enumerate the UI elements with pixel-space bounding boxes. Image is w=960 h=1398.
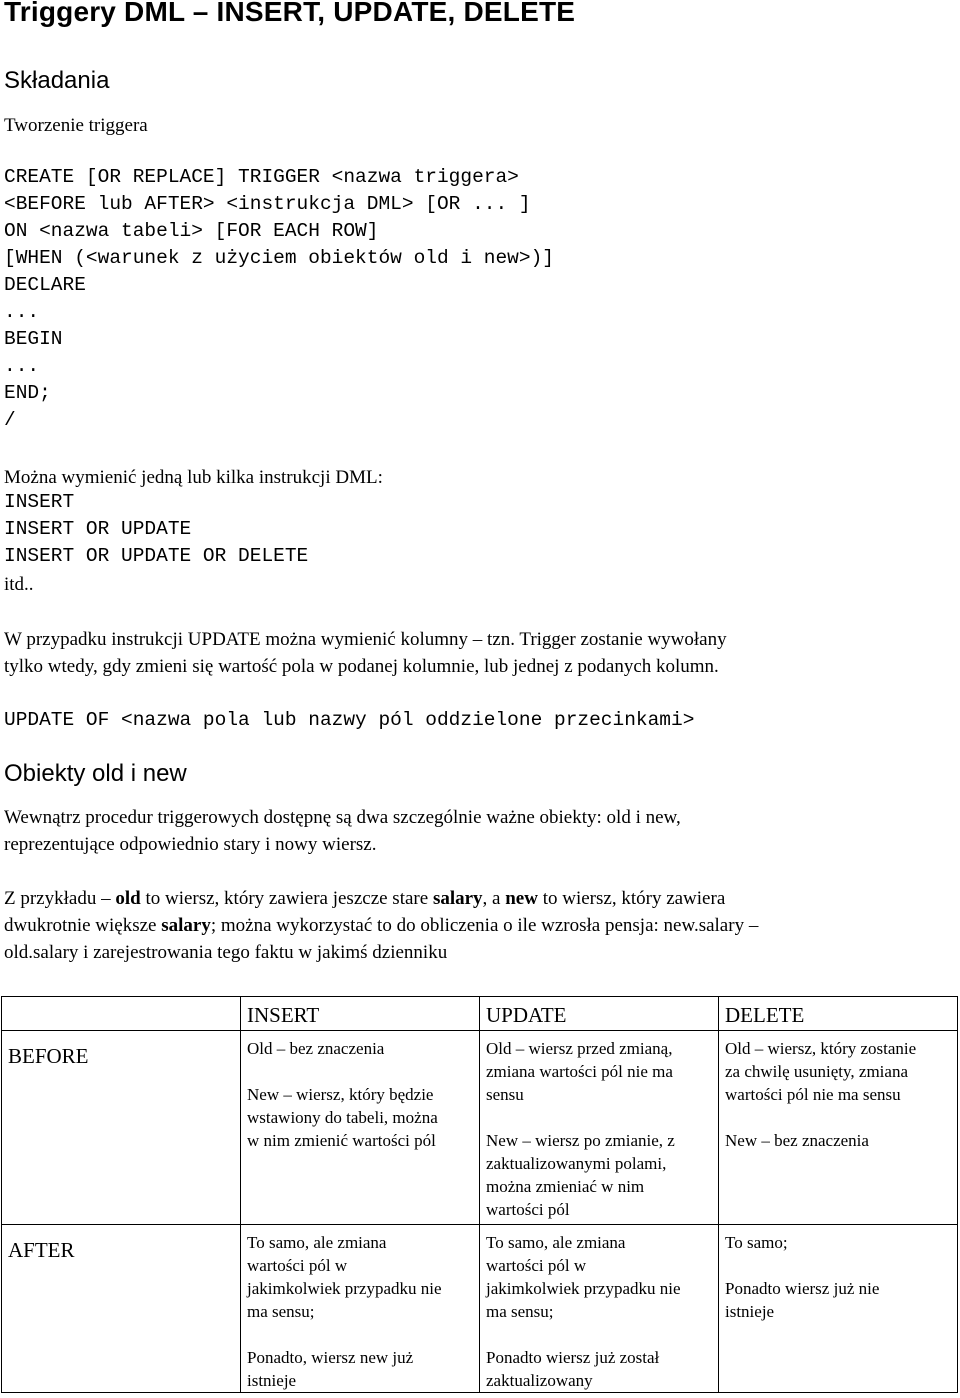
table-cell bbox=[241, 1225, 480, 1393]
code-line: END; bbox=[4, 382, 51, 404]
table-header-cell: INSERT bbox=[241, 997, 480, 1031]
cell-line: Old – wiersz, który zostanie bbox=[725, 1039, 917, 1058]
table-row bbox=[2, 1031, 958, 1225]
row-label: AFTER bbox=[2, 1225, 241, 1393]
cell-line: jakimkolwiek przypadku nie bbox=[486, 1279, 681, 1298]
cell-line: można zmieniać w nim bbox=[486, 1177, 645, 1196]
dml-option: INSERT OR UPDATE OR DELETE bbox=[4, 545, 309, 567]
cell-line: w nim zmienić wartości pól bbox=[247, 1131, 436, 1150]
text-run: ; można wykorzystać to do obliczenia o ile wzrosła pensja: new.salary – bbox=[210, 915, 759, 936]
cell-line: Ponadto wiersz już nie bbox=[725, 1279, 880, 1298]
example-para-line: old.salary i zarejestrowania tego faktu w jakimś dzienniku bbox=[4, 942, 448, 963]
text-run: Z przykładu – bbox=[4, 888, 116, 909]
table-cell bbox=[480, 1225, 719, 1393]
table-cell bbox=[719, 1225, 958, 1393]
update-of-syntax: UPDATE OF <nazwa pola lub nazwy pól oddzielone przecinkami> bbox=[4, 709, 695, 731]
cell-line: New – bez znaczenia bbox=[725, 1131, 869, 1150]
cell-line: istnieje bbox=[725, 1302, 775, 1321]
cell-line: wartości pól bbox=[486, 1200, 570, 1219]
cell-line: sensu bbox=[486, 1085, 524, 1104]
dml-option: INSERT bbox=[4, 491, 75, 513]
bold-old: old bbox=[115, 888, 141, 909]
cell-line: To samo; bbox=[725, 1233, 788, 1252]
dml-intro: Można wymienić jedną lub kilka instrukcji DML: bbox=[4, 467, 383, 488]
cell-line: ma sensu; bbox=[486, 1302, 554, 1321]
table-header-cell: DELETE bbox=[719, 997, 958, 1031]
text-run: dwukrotnie większe bbox=[4, 915, 162, 936]
cell-line: ma sensu; bbox=[247, 1302, 315, 1321]
bold-salary: salary bbox=[161, 915, 211, 936]
cell-line: zmiana wartości pól nie ma bbox=[486, 1062, 673, 1081]
table-cell bbox=[241, 1031, 480, 1225]
etc-text: itd.. bbox=[4, 574, 34, 595]
row-label: BEFORE bbox=[2, 1031, 241, 1225]
code-line: CREATE [OR REPLACE] TRIGGER <nazwa triggera> bbox=[4, 166, 519, 188]
cell-line: To samo, ale zmiana bbox=[247, 1233, 387, 1252]
code-line: ... bbox=[4, 301, 40, 323]
table-header-row bbox=[2, 997, 958, 1031]
code-line: DECLARE bbox=[4, 274, 86, 296]
cell-line: wartości pól w bbox=[247, 1256, 348, 1275]
objects-para-line: reprezentujące odpowiednio stary i nowy wiersz. bbox=[4, 834, 377, 855]
cell-line: New – wiersz po zmianie, z bbox=[486, 1131, 675, 1150]
section-heading-obiekty: Obiekty old i new bbox=[4, 760, 187, 787]
cell-line: za chwilę usunięty, zmiana bbox=[725, 1062, 908, 1081]
table-header-cell: UPDATE bbox=[480, 997, 719, 1031]
example-para-line bbox=[4, 912, 758, 939]
subheading-tworzenie: Tworzenie triggera bbox=[4, 115, 148, 136]
cell-line: Ponadto wiersz już został bbox=[486, 1348, 660, 1367]
cell-line: zaktualizowanymi polami, bbox=[486, 1154, 667, 1173]
cell-line: wartości pól w bbox=[486, 1256, 587, 1275]
section-heading-skladania: Składania bbox=[4, 67, 110, 94]
cell-line: istnieje bbox=[247, 1371, 297, 1390]
table-cell bbox=[480, 1031, 719, 1225]
cell-line: New – wiersz, który będzie bbox=[247, 1085, 434, 1104]
cell-line: wartości pól nie ma sensu bbox=[725, 1085, 901, 1104]
code-line: BEGIN bbox=[4, 328, 63, 350]
example-para-line bbox=[4, 885, 725, 912]
code-line: ON <nazwa tabeli> [FOR EACH ROW] bbox=[4, 220, 379, 242]
cell-line: Old – bez znaczenia bbox=[247, 1039, 385, 1058]
cell-line: wstawiony do tabeli, można bbox=[247, 1108, 438, 1127]
text-run: , a bbox=[482, 888, 506, 909]
table-row bbox=[2, 1225, 958, 1393]
trigger-table bbox=[1, 996, 958, 1393]
table-header-cell bbox=[2, 997, 241, 1031]
code-line: / bbox=[4, 409, 16, 431]
cell-line: Old – wiersz przed zmianą, bbox=[486, 1039, 673, 1058]
cell-line: zaktualizowany bbox=[486, 1371, 593, 1390]
update-note-line: tylko wtedy, gdy zmieni się wartość pola w podanej kolumnie, lub jednej z podanych kolumn. bbox=[4, 656, 719, 677]
update-note-line: W przypadku instrukcji UPDATE można wymienić kolumny – tzn. Trigger zostanie wywołany bbox=[4, 629, 727, 650]
cell-line: Ponadto, wiersz new już bbox=[247, 1348, 414, 1367]
code-line: ... bbox=[4, 355, 40, 377]
page-title: Triggery DML – INSERT, UPDATE, DELETE bbox=[4, 0, 576, 27]
bold-new: new bbox=[505, 888, 538, 909]
bold-salary: salary bbox=[432, 888, 483, 909]
cell-line: To samo, ale zmiana bbox=[486, 1233, 626, 1252]
text-run: to wiersz, który zawiera jeszcze stare bbox=[140, 888, 433, 909]
dml-option: INSERT OR UPDATE bbox=[4, 518, 192, 540]
table-cell bbox=[719, 1031, 958, 1225]
objects-para-line: Wewnątrz procedur triggerowych dostępnę są dwa szczególnie ważne obiekty: old i new, bbox=[4, 807, 681, 828]
cell-line: jakimkolwiek przypadku nie bbox=[247, 1279, 442, 1298]
text-run: to wiersz, który zawiera bbox=[537, 888, 726, 909]
code-line: [WHEN (<warunek z użyciem obiektów old i new>)] bbox=[4, 247, 554, 269]
code-line: <BEFORE lub AFTER> <instrukcja DML> [OR ... ] bbox=[4, 193, 531, 215]
